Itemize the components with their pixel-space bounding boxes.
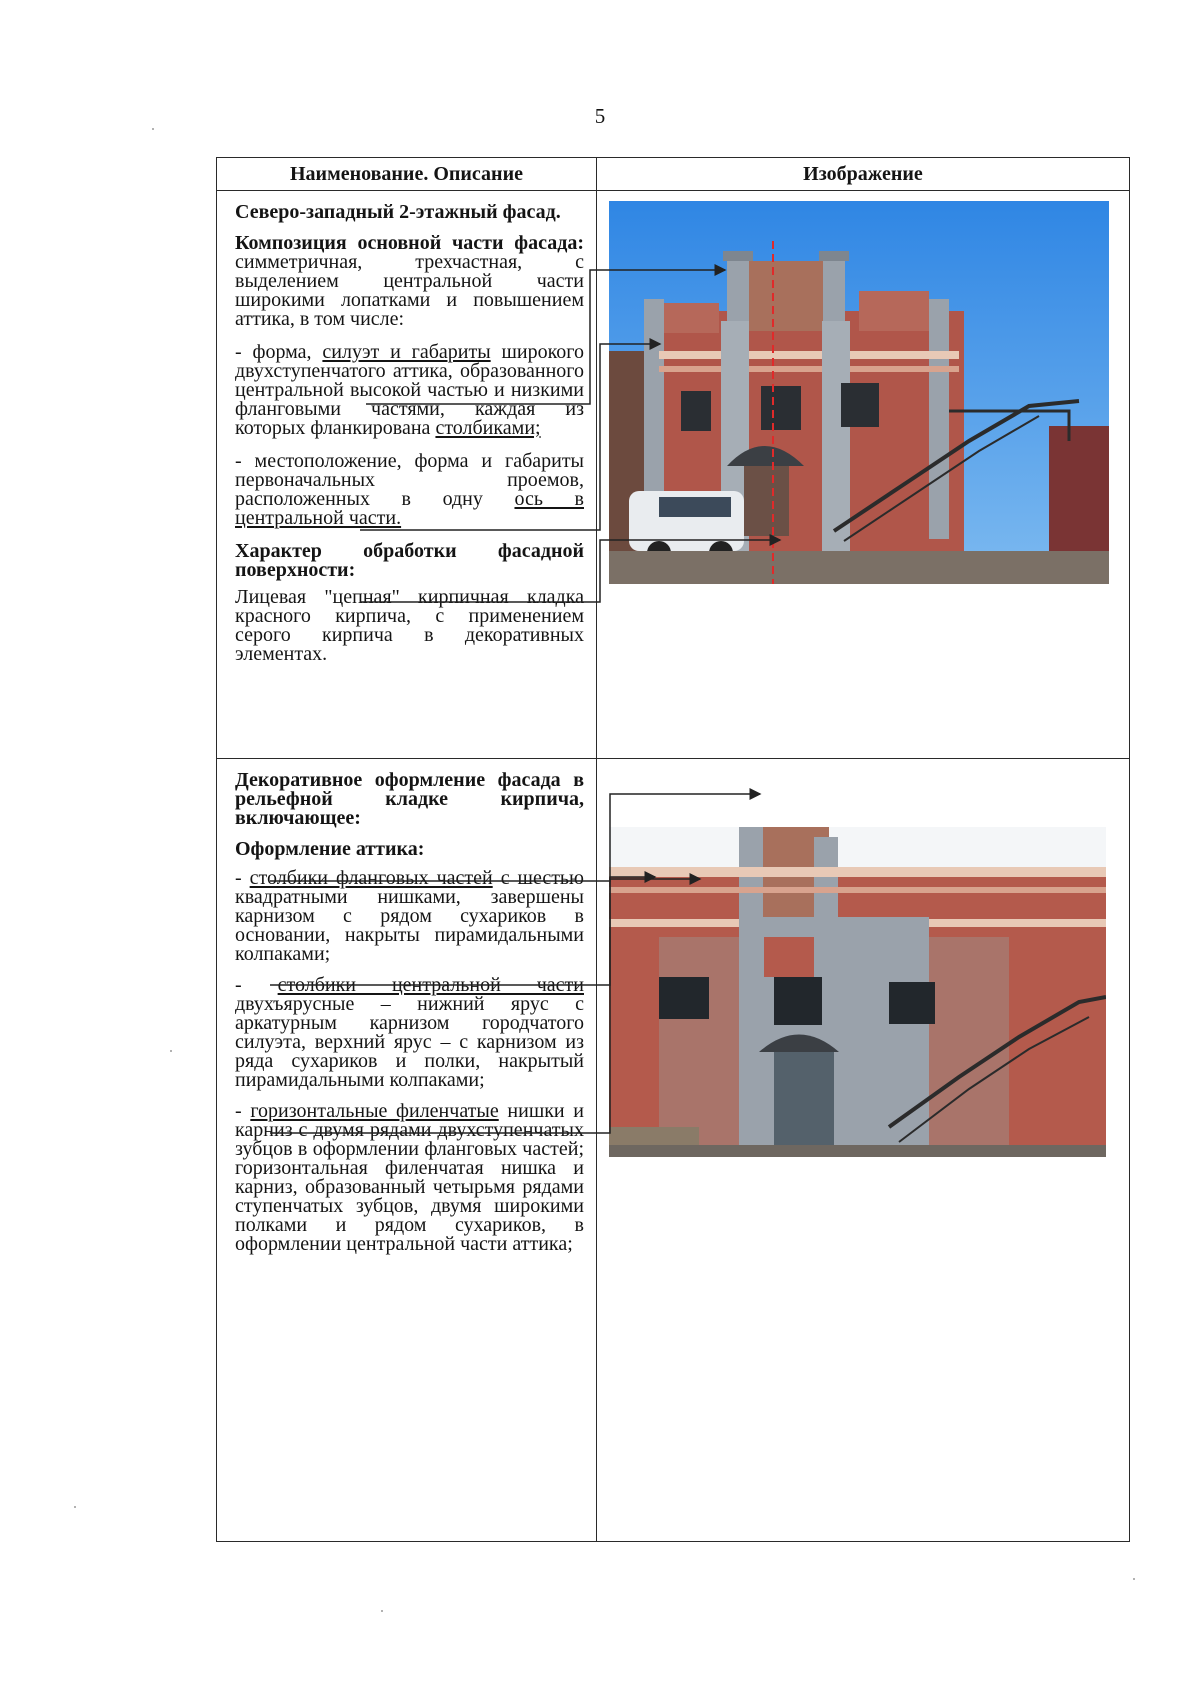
table-row [217,191,1130,759]
item-prefix: - форма, [235,341,323,363]
scan-speck [1133,1578,1135,1580]
header-image: Изображение [597,158,1130,191]
attic-silhouette-label: силуэт и габариты [322,341,491,363]
scan-speck [170,1050,172,1052]
facade-photo-northwest [609,201,1109,584]
surface-heading: Характер обработки фасадной поверхности: [235,540,584,581]
facade-title: Северо-западный 2-этажный фасад. [235,201,561,223]
scan-speck [74,1506,76,1508]
flank-columns-label: столбики фланговых частей [249,867,493,889]
composition-text: симметричная, трехчастная, с выделением центральной части широкими лопатками и повышением аттика, в том числе: [235,251,584,330]
central-columns-label: столбики центральной части [277,974,584,996]
item-prefix: - [235,867,250,889]
attic-heading: Оформление аттика: [235,838,425,860]
panel-niches-label: горизонтальные филенчатые [250,1100,499,1122]
item-prefix: - [235,974,278,996]
row2-text-cell [217,759,597,1542]
scan-speck [152,128,154,130]
facade-photo-attic [609,827,1106,1157]
surface-text: Лицевая "цепная" кирпичная кладка красного кирпича, с применением серого кирпича в декоративных элементах. [235,586,584,665]
row1-image-cell [597,191,1130,759]
page-number: 5 [594,104,606,128]
scan-speck [381,1610,383,1612]
central-columns-description: двухъярусные – нижний ярус с аркатурным карнизом городчатого силуэта, верхний ярус – с карнизом из ряда сухариков и полки, накрытый пирамидальными колпаками; [235,993,584,1091]
openings-description: - местоположение, форма и габариты первоначальных проемов, расположенных в одну [235,450,584,510]
row1-text-cell [217,191,597,759]
attic-description: широкого двухступенчатого аттика, образованного центральной высокой частью и низкими фланговыми частями, каждая из которых фланкирована [235,341,585,439]
header-name-description: Наименование. Описание [217,158,597,191]
row2-image-cell [597,759,1130,1542]
columns-label: столбиками; [435,417,541,439]
item-prefix: - [235,1100,251,1122]
table-row [217,759,1130,1542]
composition-heading: Композиция основной части фасада: [235,232,584,254]
table-header-row [217,158,1130,191]
decoration-heading: Декоративное оформление фасада в рельефной кладке кирпича, включающее: [235,769,584,829]
panel-niches-description: нишки и карниз с двумя рядами двухступенчатых зубцов в оформлении фланговых частей; горизонтальная филенчатая нишка и карниз, образованный четырьмя рядами ступенчатых зубцов, двумя широкими полками и рядом сухариков, в оформлении центральной части аттика; [235,1100,584,1255]
flank-columns-description: с шестью квадратными нишками, завершены карнизом с рядом сухариков в основании, накрыты пирамидальными колпаками; [235,867,584,965]
description-table [216,157,1130,1542]
central-axis-label: ось в центральной части. [235,488,584,529]
